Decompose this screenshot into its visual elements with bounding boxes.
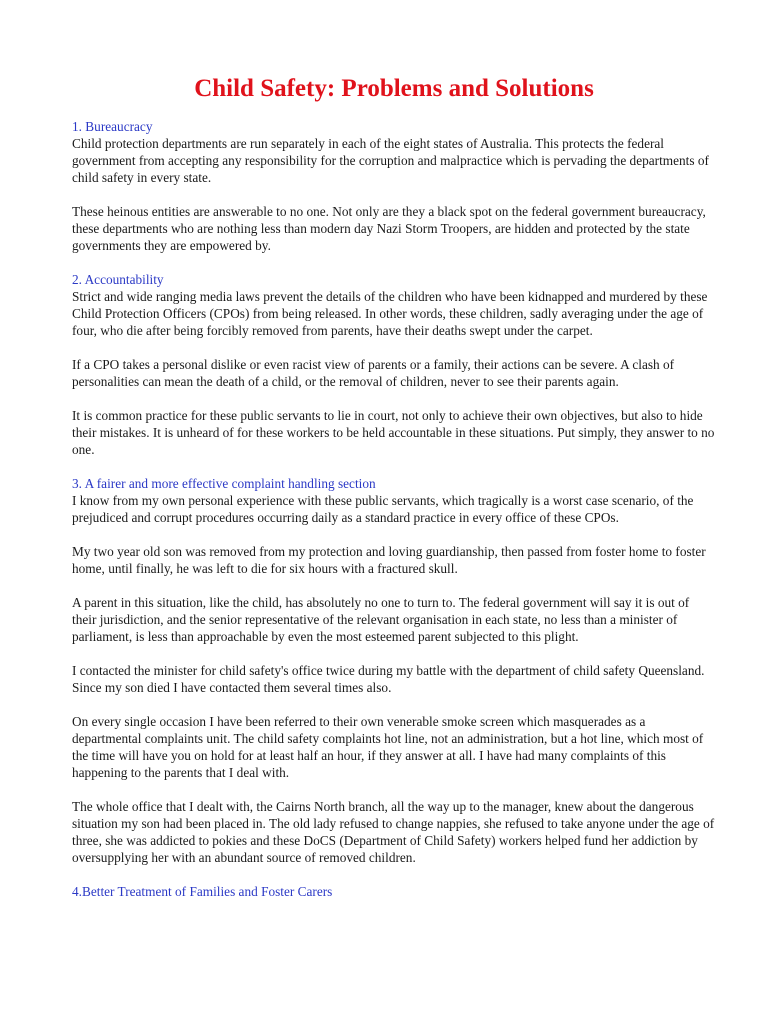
section-heading: 1. Bureaucracy xyxy=(72,119,153,134)
paragraph: If a CPO takes a personal dislike or even racist view of parents or a family, their actions can be severe. A clash of personalities can mean the death of a child, or the removal of children, never to see their parents again. xyxy=(72,357,675,389)
paragraph: The whole office that I dealt with, the Cairns North branch, all the way up to the manager, knew about the dangerous situation my son had been placed in. The old lady refused to change nappies, she refused to take anyone under the age of three, she was addicted to pokies and these DoCS (Department of Child Safety) workers helped fund her addiction by oversupplying her with an abundant source of removed children. xyxy=(72,799,715,865)
section-heading: 2. Accountability xyxy=(72,272,164,287)
paragraph: A parent in this situation, like the child, has absolutely no one to turn to. The federal government will say it is out of their jurisdiction, and the senior representative of the relevant organisation in each state, no less than a minister of parliament, is less than approachable by even the most esteemed parent subjected to this plight. xyxy=(72,595,690,644)
paragraph: Child protection departments are run separately in each of the eight states of Australia. This protects the federal government from accepting any responsibility for the corruption and malpractice which is pervading the departments of child safety in every state. xyxy=(72,136,709,185)
section-heading: 3. A fairer and more effective complaint handling section xyxy=(72,476,376,491)
paragraph: My two year old son was removed from my protection and loving guardianship, then passed from foster home to foster home, until finally, he was left to die for six hours with a fractured skull. xyxy=(72,544,706,576)
section-accountability xyxy=(72,271,716,458)
paragraph: It is common practice for these public servants to lie in court, not only to achieve their own objectives, but also to hide their mistakes. It is unheard of for these workers to be held accountable in these situations. Put simply, they answer to no one. xyxy=(72,408,715,457)
paragraph: Strict and wide ranging media laws prevent the details of the children who have been kidnapped and murdered by these Child Protection Officers (CPOs) from being released. In other words, these children, sadly averaging under the age of four, who die after being forcibly removed from parents, have their deaths swept under the carpet. xyxy=(72,289,708,338)
paragraph: On every single occasion I have been referred to their own venerable smoke screen which masquerades as a departmental complaints unit. The child safety complaints hot line, not an administration, but a hot line, which most of the time will have you on hold for at least half an hour, if they answer at all. I have had many complaints of this happening to the parents that I deal with. xyxy=(72,714,704,780)
document-title: Child Safety: Problems and Solutions xyxy=(194,75,594,102)
section-better-treatment xyxy=(72,883,716,900)
section-complaint-handling xyxy=(72,475,716,866)
paragraph: I know from my own personal experience with these public servants, which tragically is a worst case scenario, of the prejudiced and corrupt procedures occurring daily as a standard practice in every office of these CPOs. xyxy=(72,493,694,525)
section-heading: 4.Better Treatment of Families and Foster Carers xyxy=(72,884,333,899)
paragraph: I contacted the minister for child safety's office twice during my battle with the department of child safety Queensland. Since my son died I have contacted them several times also. xyxy=(72,663,705,695)
section-bureaucracy xyxy=(72,118,716,254)
paragraph: These heinous entities are answerable to no one. Not only are they a black spot on the federal government bureaucracy, these departments who are nothing less than modern day Nazi Storm Troopers, are hidden and protected by the state governments they are empowered by. xyxy=(72,204,706,253)
